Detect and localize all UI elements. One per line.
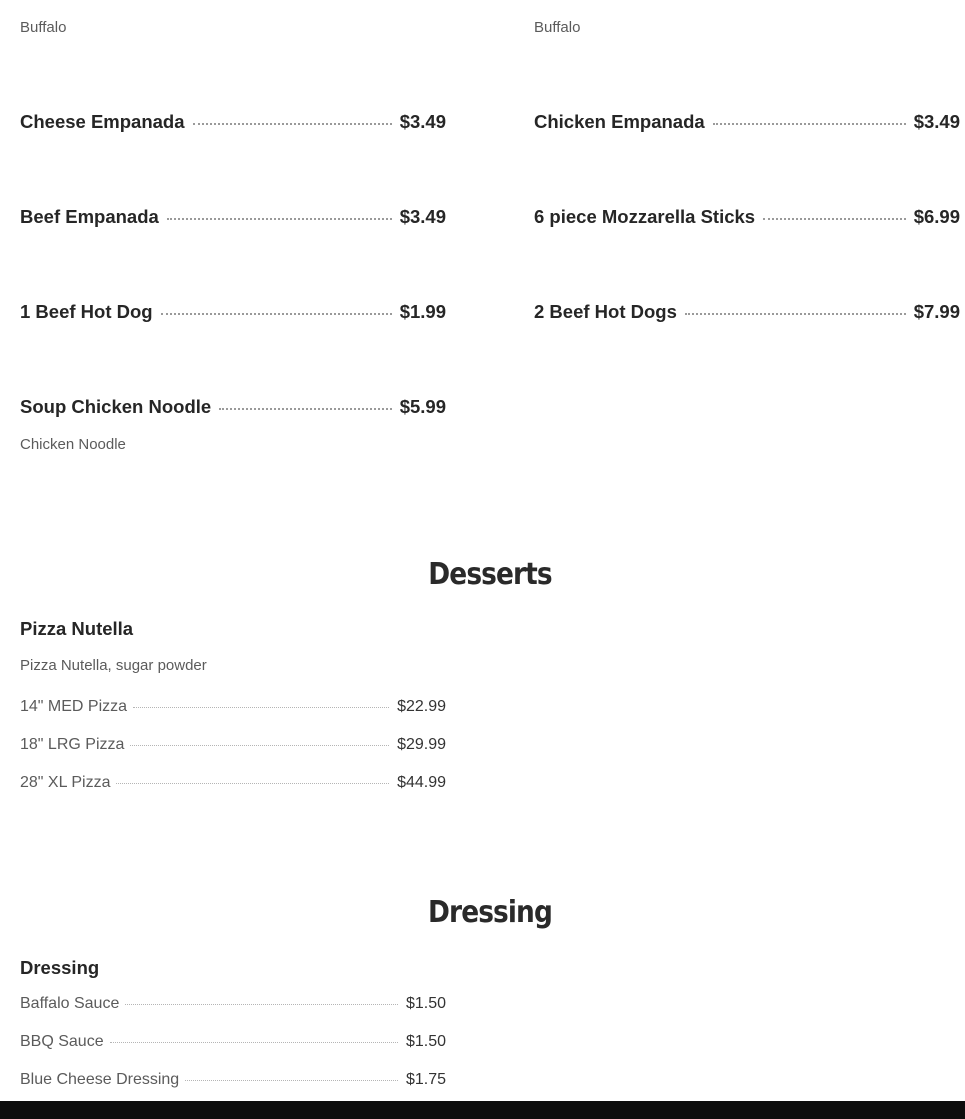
dotted-leader: [219, 408, 392, 410]
item-description: Pizza Nutella, sugar powder: [20, 657, 207, 674]
dessert-item-name: Pizza Nutella: [20, 618, 134, 639]
menu-item[interactable]: [20, 111, 446, 133]
dressing-option[interactable]: [20, 1033, 446, 1051]
item-description: Buffalo: [534, 19, 581, 36]
section-title-dressing: Dressing: [428, 895, 552, 930]
menu-item-price: $6.99: [913, 206, 960, 227]
bottom-bar: [0, 1101, 965, 1119]
menu-item[interactable]: [534, 111, 960, 133]
dressing-option[interactable]: [20, 1071, 446, 1089]
size-price: $44.99: [397, 774, 446, 791]
dressing-label: Baffalo Sauce: [20, 995, 120, 1012]
menu-item-name: 1 Beef Hot Dog: [20, 301, 153, 322]
item-description: Chicken Noodle: [20, 436, 126, 453]
menu-item[interactable]: [20, 396, 446, 418]
size-label: 14" MED Pizza: [20, 698, 128, 715]
dotted-leader: [133, 707, 389, 708]
dressing-price: $1.50: [405, 1033, 446, 1050]
dotted-leader: [116, 783, 389, 784]
dotted-leader: [685, 313, 906, 315]
menu-item-name: 6 piece Mozzarella Sticks: [534, 206, 756, 227]
menu-item-price: $3.49: [913, 111, 960, 132]
menu-item[interactable]: [20, 206, 446, 228]
menu-item-name: Beef Empanada: [20, 206, 159, 227]
size-price: $29.99: [397, 736, 446, 753]
section-title-desserts: Desserts: [428, 557, 552, 592]
dotted-leader: [125, 1004, 398, 1005]
dressing-item-name: Dressing: [20, 957, 100, 978]
item-description: Buffalo: [20, 19, 67, 36]
size-price: $22.99: [397, 698, 446, 715]
menu-item-name: Chicken Empanada: [534, 111, 705, 132]
size-option[interactable]: [20, 774, 446, 792]
dotted-leader: [161, 313, 392, 315]
menu-item-price: $7.99: [913, 301, 960, 322]
dotted-leader: [713, 123, 906, 125]
menu-item-price: $1.99: [399, 301, 446, 322]
menu-item-price: $3.49: [399, 206, 446, 227]
menu-item-name: 2 Beef Hot Dogs: [534, 301, 677, 322]
menu-item-price: $5.99: [399, 396, 446, 417]
menu-item[interactable]: [534, 206, 960, 228]
dressing-label: BBQ Sauce: [20, 1033, 104, 1050]
dressing-option[interactable]: [20, 995, 446, 1013]
menu-item-name: Soup Chicken Noodle: [20, 396, 212, 417]
dotted-leader: [763, 218, 906, 220]
size-option[interactable]: [20, 698, 446, 716]
dotted-leader: [130, 745, 389, 746]
size-label: 28" XL Pizza: [20, 774, 111, 791]
dressing-label: Blue Cheese Dressing: [20, 1071, 180, 1088]
dotted-leader: [185, 1080, 398, 1081]
menu-item[interactable]: [20, 301, 446, 323]
size-label: 18" LRG Pizza: [20, 736, 125, 753]
menu-item[interactable]: [534, 301, 960, 323]
menu-item-price: $3.49: [399, 111, 446, 132]
dotted-leader: [167, 218, 392, 220]
dressing-price: $1.50: [405, 995, 446, 1012]
dotted-leader: [110, 1042, 398, 1043]
dotted-leader: [193, 123, 392, 125]
dressing-price: $1.75: [405, 1071, 446, 1088]
menu-item-name: Cheese Empanada: [20, 111, 185, 132]
size-option[interactable]: [20, 736, 446, 754]
